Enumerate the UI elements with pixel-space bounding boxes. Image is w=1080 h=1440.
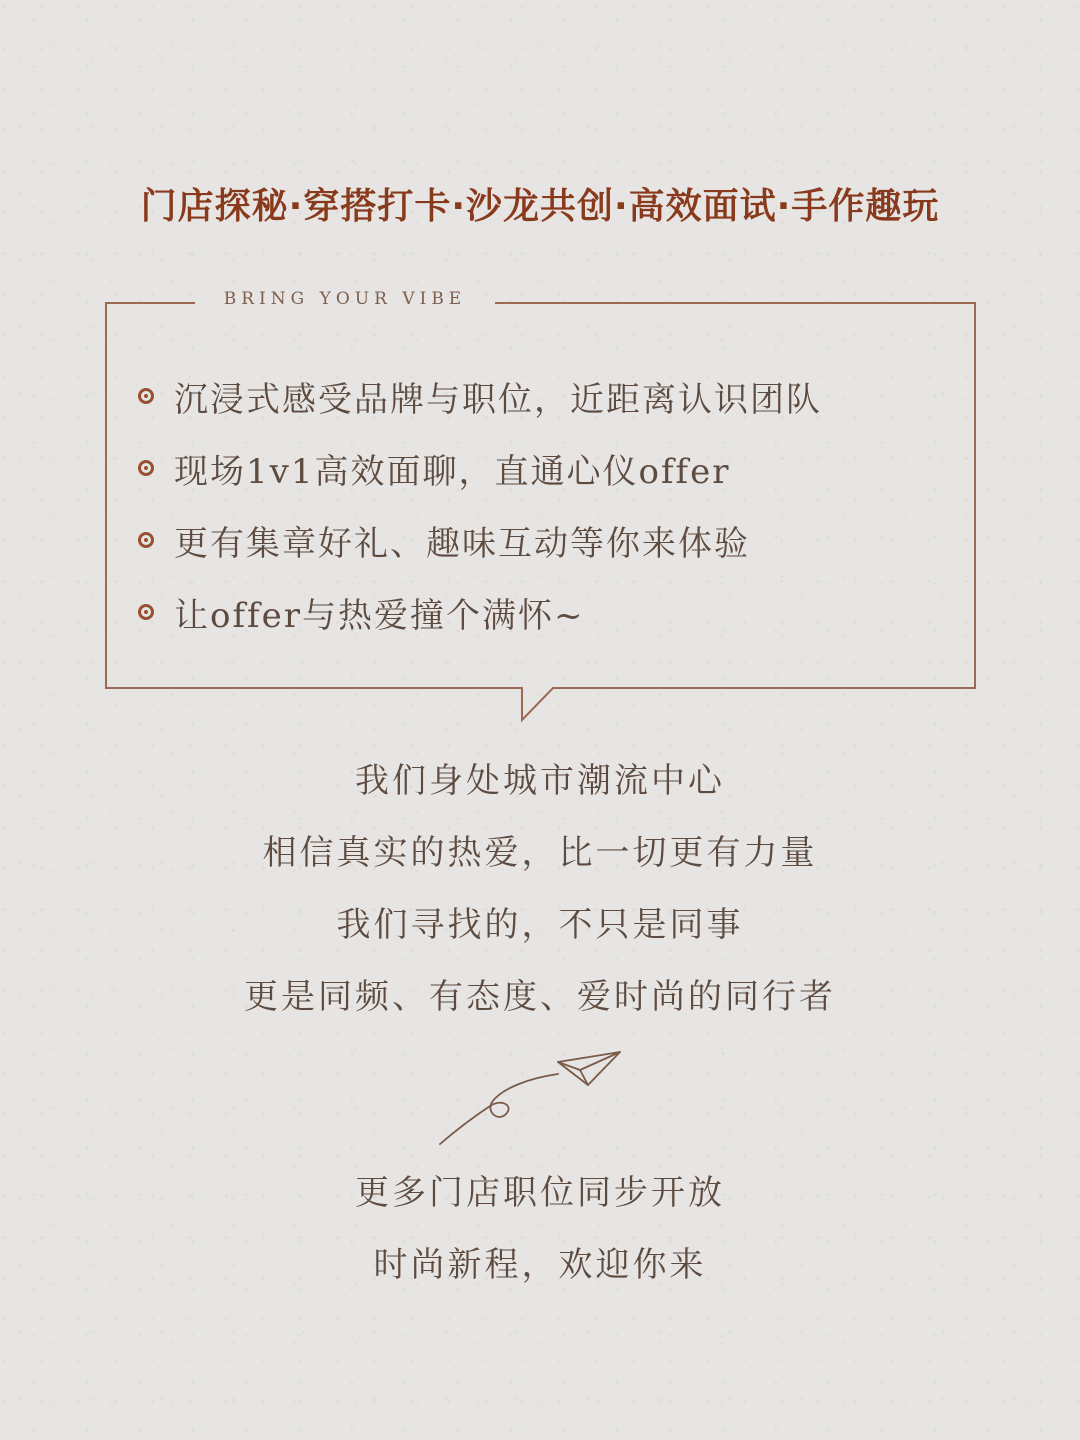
paragraph-line: 时尚新程，欢迎你来: [373, 1245, 707, 1285]
list-item-text: 让offer与热爱撞个满怀~: [174, 595, 585, 636]
paragraph-line: 相信真实的热爱，比一切更有力量: [262, 833, 818, 873]
headline: 门店探秘·穿搭打卡·沙龙共创·高效面试·手作趣玩: [140, 186, 940, 227]
list-item-text: 更有集章好礼、趣味互动等你来体验: [174, 523, 750, 564]
paper-plane-icon: [430, 1040, 630, 1150]
tagline: BRING YOUR VIBE: [223, 289, 467, 309]
paragraph-line: 更是同频、有态度、爱时尚的同行者: [244, 977, 836, 1017]
feature-list: [138, 360, 958, 648]
bullet-dot-icon: [138, 604, 154, 620]
list-item: [138, 360, 958, 432]
bullet-dot-icon: [138, 388, 154, 404]
list-item: [138, 576, 958, 648]
bullet-dot-icon: [138, 460, 154, 476]
paragraph-line: 我们寻找的，不只是同事: [336, 905, 744, 945]
closing-paragraph: [0, 1157, 1080, 1301]
intro-paragraph: [0, 745, 1080, 1033]
paragraph-line: 更多门店职位同步开放: [355, 1173, 725, 1213]
list-item-text: 现场1v1高效面聊，直通心仪offer: [174, 451, 731, 492]
list-item: [138, 504, 958, 576]
bullet-dot-icon: [138, 532, 154, 548]
paragraph-line: 我们身处城市潮流中心: [355, 761, 725, 801]
list-item: [138, 432, 958, 504]
list-item-text: 沉浸式感受品牌与职位，近距离认识团队: [174, 379, 822, 420]
